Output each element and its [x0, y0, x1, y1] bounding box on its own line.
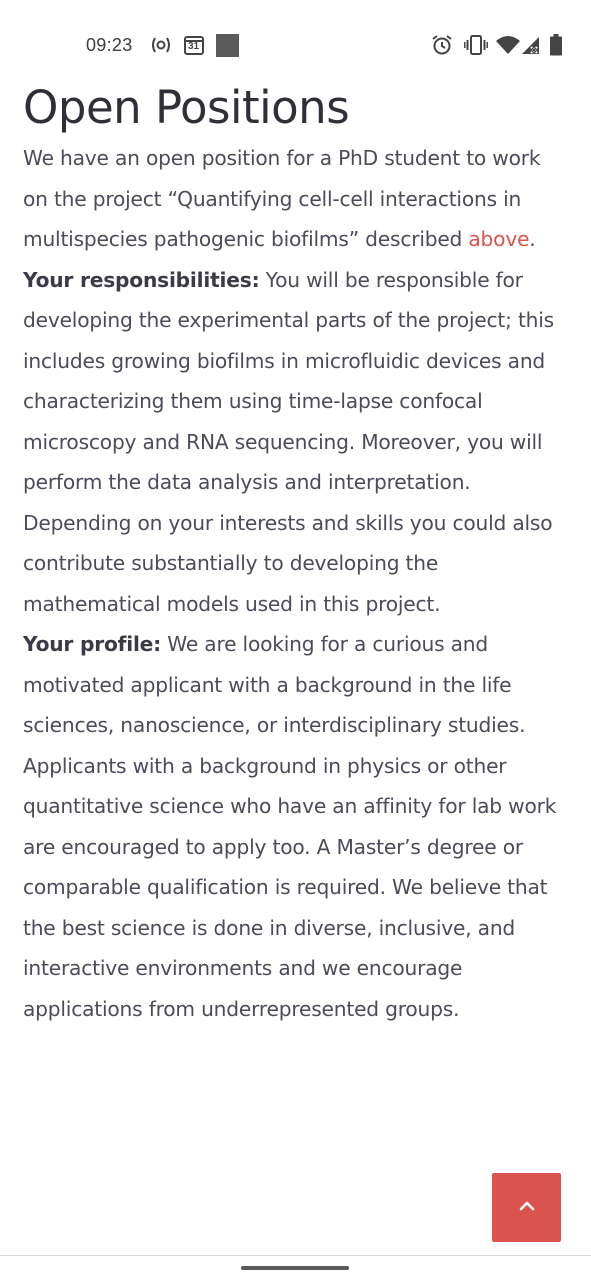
chevron-up-icon — [517, 1198, 537, 1217]
alarm-icon — [431, 34, 453, 56]
vibrate-icon — [464, 34, 488, 56]
responsibilities-label: Your responsibilities: — [23, 267, 260, 292]
page-title: Open Positions — [23, 81, 350, 134]
battery-icon — [550, 34, 562, 56]
main-content — [23, 78, 568, 1029]
responsibilities-paragraph — [23, 260, 568, 625]
app-square-icon — [216, 34, 239, 56]
gesture-handle[interactable] — [241, 1266, 349, 1270]
intro-paragraph — [23, 138, 568, 260]
status-bar — [0, 0, 591, 90]
status-time: 09:23 — [86, 35, 133, 55]
responsibilities-text: You will be responsible for developing the experimental parts of the project; this includes growing biofilms in microfluidic devices and characterizing them using time-lapse confocal microscopy and RNA sequencing. Moreover, you will perform the data analysis and interpretation. Depending on your interests and skills you could also contribute substantially to developing the mathematical models used in this project. — [23, 267, 554, 616]
above-link[interactable]: above — [468, 227, 530, 251]
intro-text-end: . — [529, 227, 536, 251]
calendar-icon — [183, 34, 205, 56]
scroll-to-top-button[interactable] — [492, 1173, 561, 1242]
radio-icon — [150, 35, 172, 57]
calendar-date: 31 — [188, 41, 200, 52]
intro-text: We have an open position for a PhD student to work on the project “Quantifying cell-cell interactions in multispecies pathogenic biofilms” described — [23, 146, 541, 251]
signal-icon — [520, 35, 542, 57]
profile-text: We are looking for a curious and motivated applicant with a background in the life sciences, nanoscience, or interdisciplinary studies. Applicants with a background in physics or other quantitative science who have an affinity for lab work are encouraged to apply too. A Master’s degree or comparable qualification is required. We believe that the best science is done in diverse, inclusive, and interactive environments and we encourage applications from underrepresented groups. — [23, 632, 557, 1021]
wifi-icon — [496, 35, 520, 57]
profile-paragraph — [23, 624, 568, 1029]
profile-label: Your profile: — [23, 632, 162, 656]
